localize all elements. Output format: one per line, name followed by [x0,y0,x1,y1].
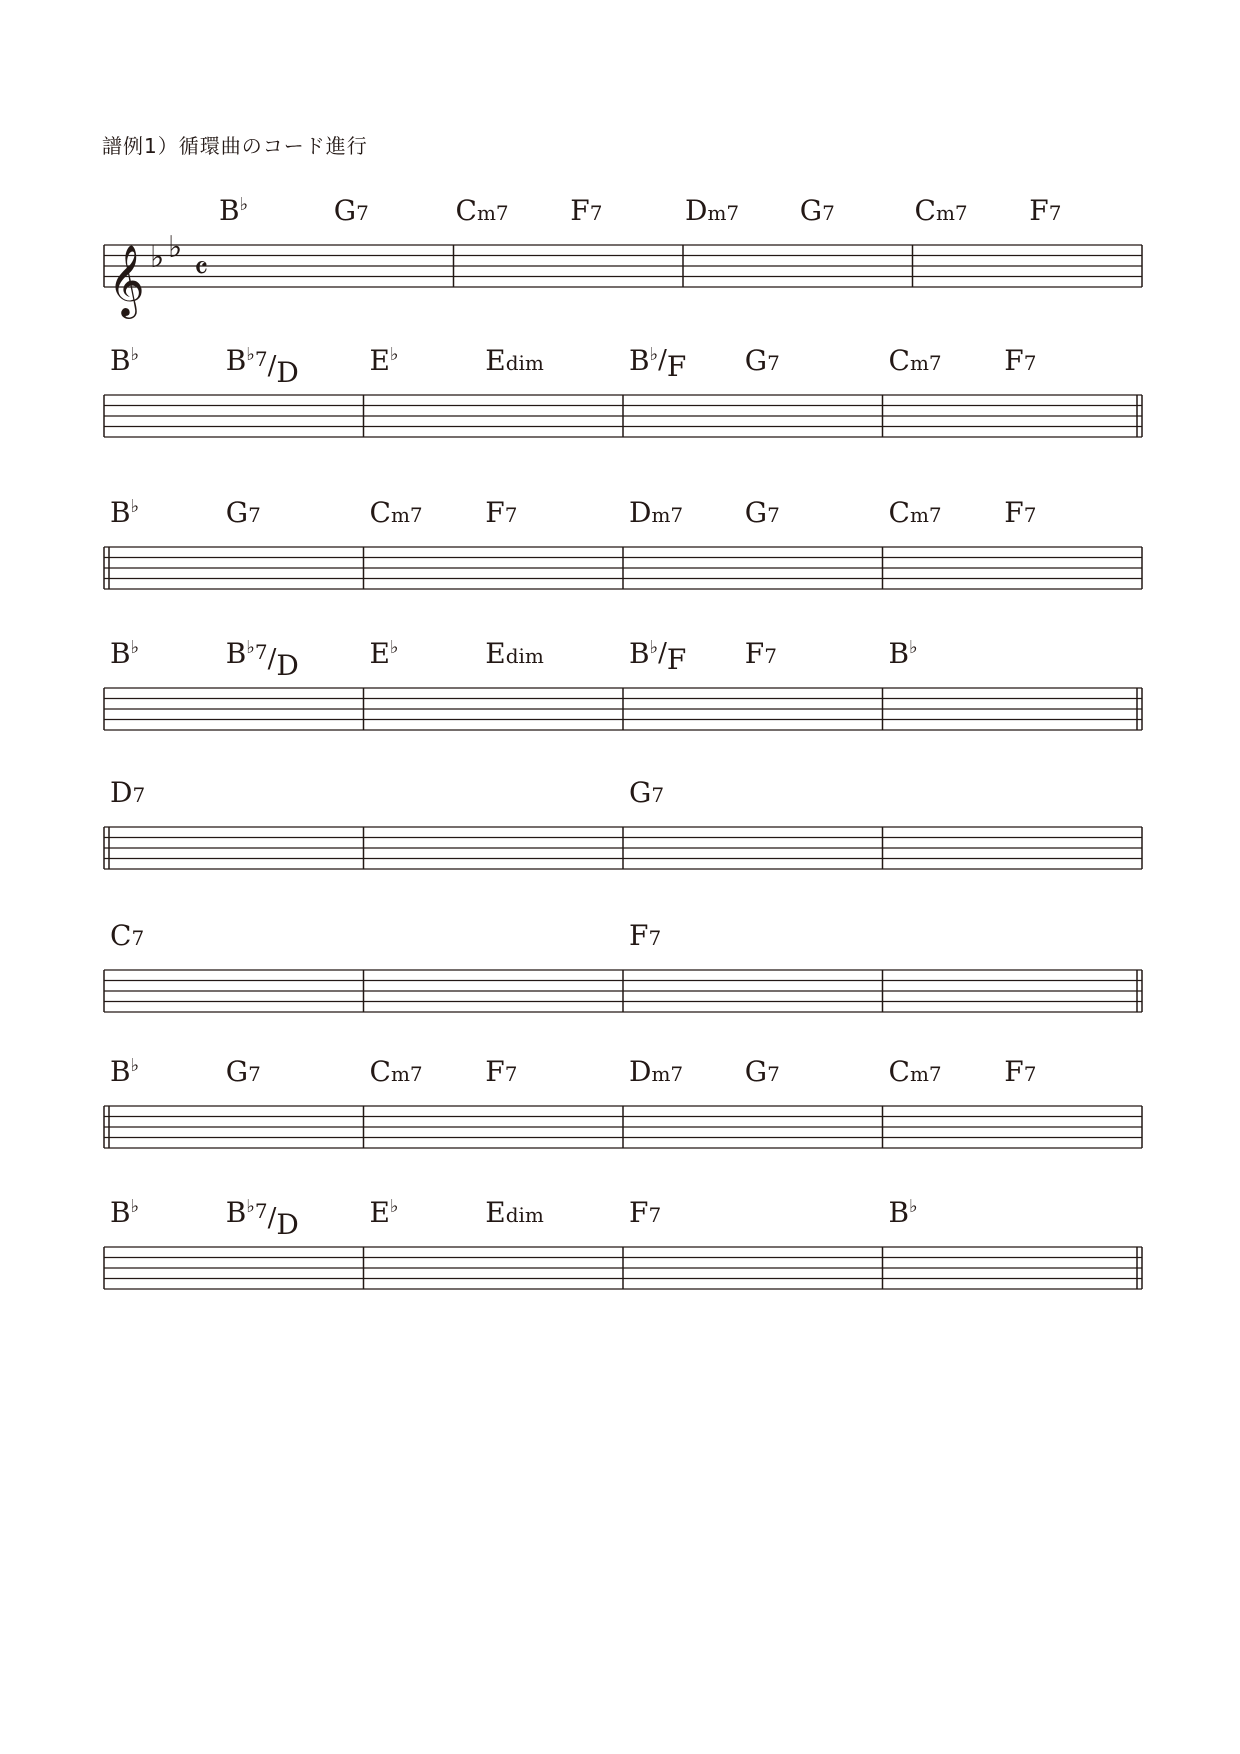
common-time-icon: 𝄴 [194,249,209,287]
chord-symbol: B♭ [219,194,249,227]
chord-symbol: B♭/F [629,637,687,676]
chord-symbol: B♭ [110,1196,140,1229]
chord-symbol: G7 [333,194,369,227]
chord-symbol: G7 [225,496,261,529]
chord-symbol: B♭ [110,496,140,529]
staff-system-8 [104,1196,1142,1289]
chord-symbol: Cm7 [455,194,509,227]
chord-symbol: Dm7 [629,496,684,529]
flat-icon: ♭ [168,230,183,265]
chord-symbol: B♭ [110,1055,140,1088]
chord-symbol: G7 [744,344,780,377]
chord-symbol: Edim [485,637,544,670]
treble-clef-icon: 𝄞 [108,243,145,316]
chord-symbol: G7 [629,776,665,809]
chord-symbol: $B^♭_7/D$ [225,1196,299,1241]
staff-system-3 [104,496,1142,589]
chord-symbol: E♭ [369,637,399,670]
staff-system-6 [104,919,1142,1012]
chord-symbol: Cm7 [888,1055,942,1088]
staff-system-2 [104,344,1142,437]
staff-system-1 [104,194,1142,319]
chord-symbol: F7 [1004,1055,1037,1088]
chord-symbol: E♭ [369,344,399,377]
page-title: 譜例1）循環曲のコード進行 [102,134,368,158]
chord-symbol: Cm7 [369,496,423,529]
chord-symbol: F7 [744,637,777,670]
chord-symbol: F7 [1029,194,1062,227]
chord-symbol: G7 [744,1055,780,1088]
chord-symbol: F7 [1004,496,1037,529]
chord-symbol: F7 [629,1196,662,1229]
chord-symbol: B♭ [110,344,140,377]
chord-symbol: $B^♭_7/D$ [225,637,299,682]
chord-symbol: F7 [1004,344,1037,377]
chord-symbol: F7 [570,194,603,227]
chord-symbol: Cm7 [888,344,942,377]
chord-symbol: B♭/F [629,344,687,383]
flat-icon: ♭ [150,240,165,275]
chord-symbol: Cm7 [914,194,968,227]
chord-symbol: F7 [485,496,518,529]
chord-symbol: E♭ [369,1196,399,1229]
chord-symbol: B♭ [110,637,140,670]
chord-symbol: Edim [485,1196,544,1229]
chord-symbol: Cm7 [888,496,942,529]
staff-system-5 [104,776,1142,869]
chord-symbol: C7 [110,919,145,952]
chord-symbol: B♭ [888,637,918,670]
chord-symbol: D7 [110,776,146,809]
chord-symbol: Cm7 [369,1055,423,1088]
chord-symbol: B♭ [888,1196,918,1229]
chord-symbol: F7 [629,919,662,952]
chord-symbol: G7 [744,496,780,529]
chord-symbol: F7 [485,1055,518,1088]
chord-symbol: $B^♭_7/D$ [225,344,299,389]
chord-symbol: Dm7 [685,194,740,227]
staff-system-4 [104,637,1142,730]
staff-system-7 [104,1055,1142,1148]
chord-symbol: Edim [485,344,544,377]
chord-symbol: G7 [225,1055,261,1088]
chord-symbol: Dm7 [629,1055,684,1088]
chord-symbol: G7 [799,194,835,227]
